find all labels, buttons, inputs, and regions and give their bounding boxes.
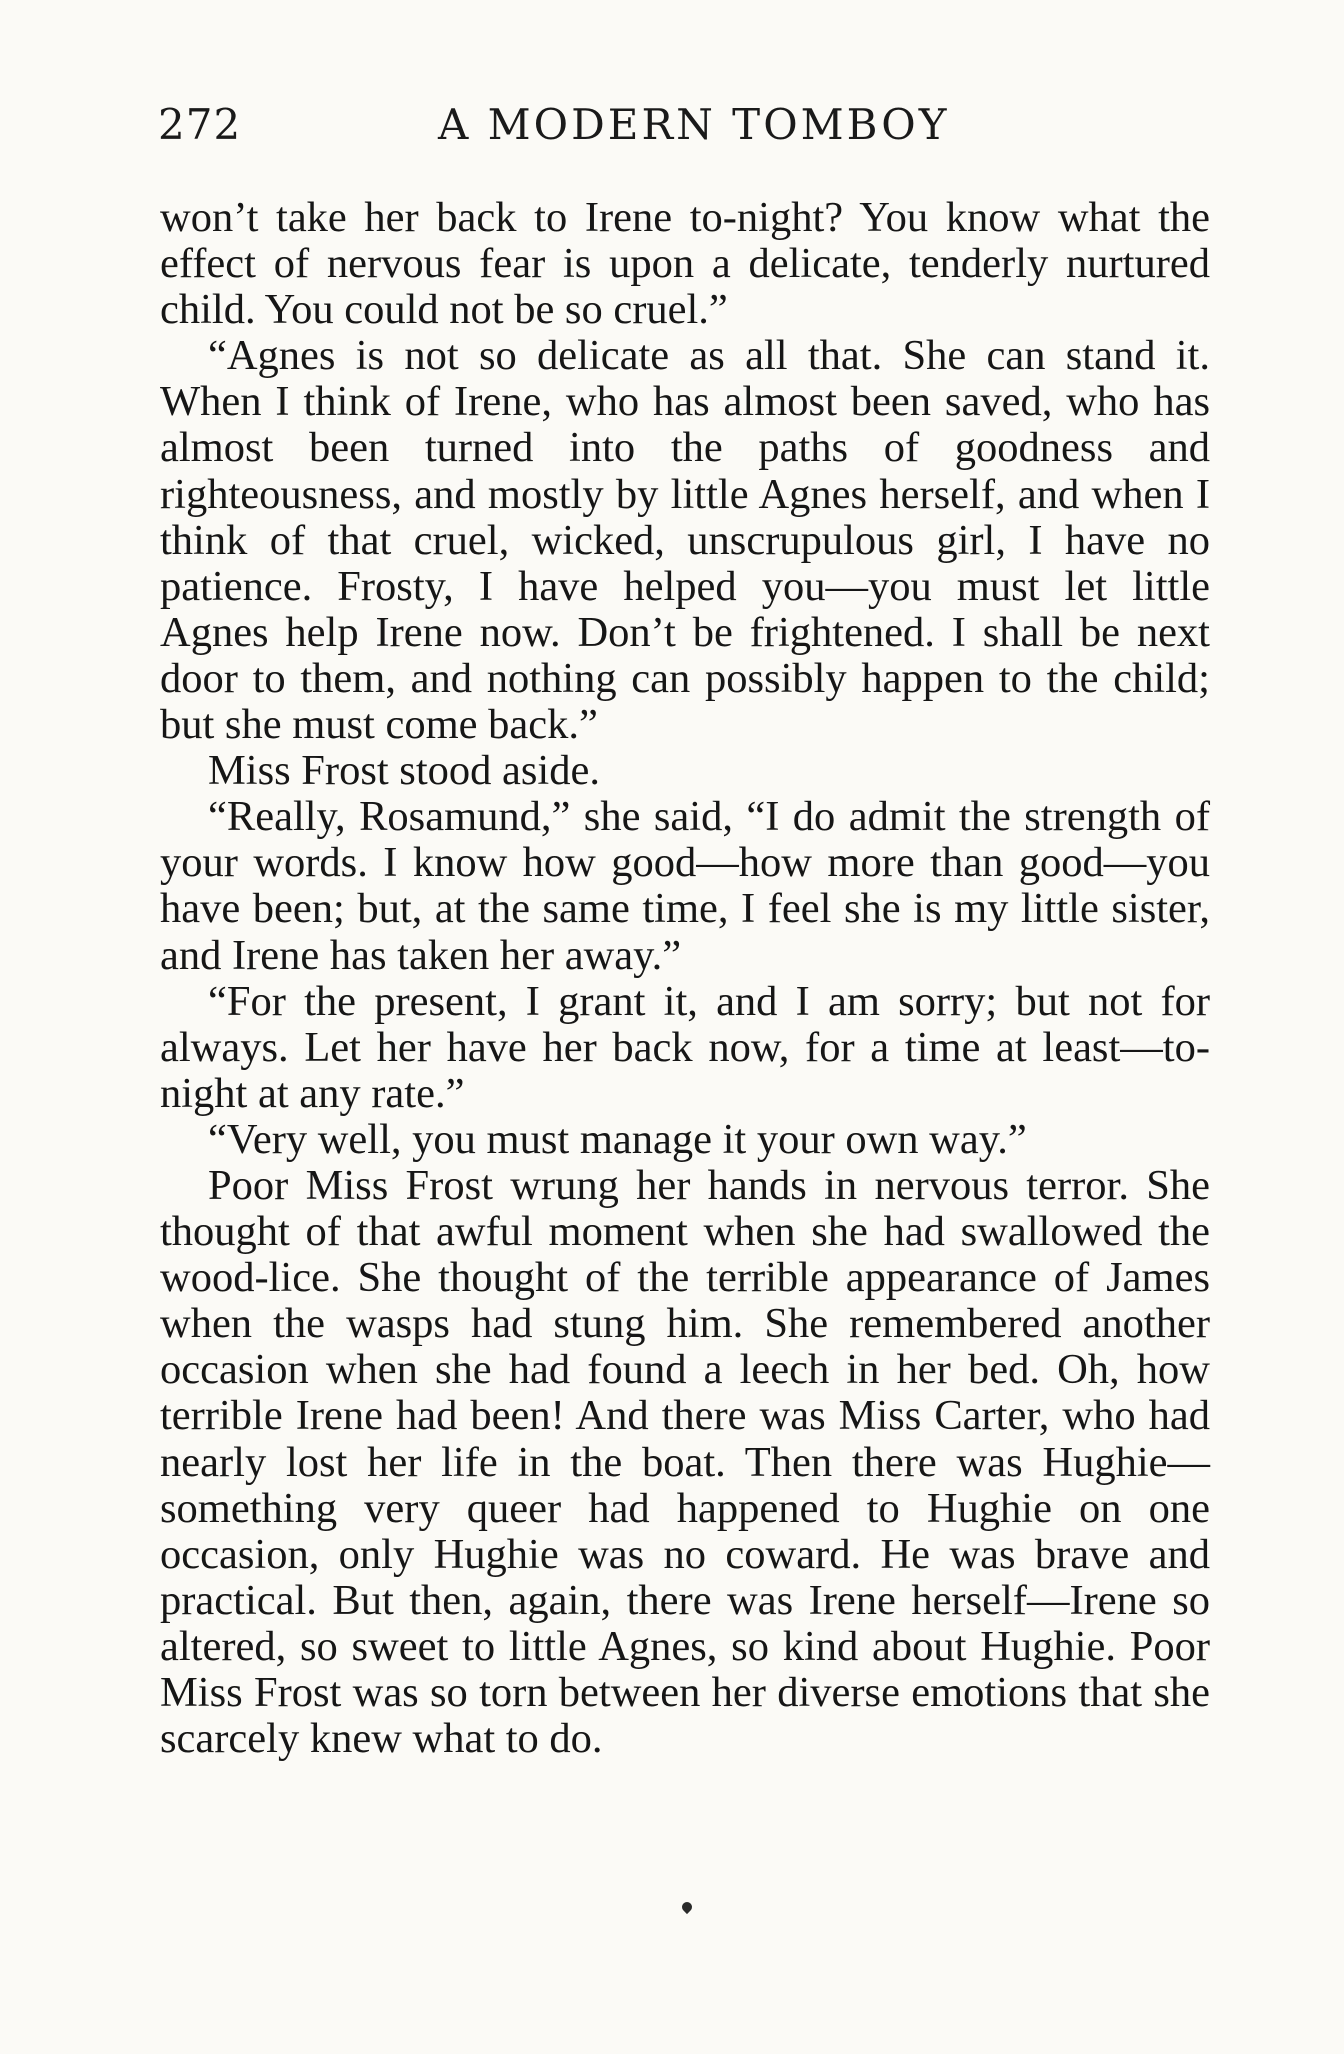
paragraph: Poor Miss Frost wrung her hands in nervous terror. She thought of that awful moment when she had swallowed the wood-lice. She thought of the terrible appearance of James when the wasps had stung him. She remembered another occasion when she had found a leech in her bed. Oh, how terrible Irene had been! And there was Miss Carter, who had nearly lost her life in the boat. Then there was Hughie—something very queer had happened to Hughie on one occasion, only Hughie was no coward. He was brave and practical. But then, again, there was Irene herself—Irene so altered, so sweet to little Agnes, so kind about Hughie. Poor Miss Frost was so torn between her diverse emotions that she scarcely knew what to do. [160,1161,1210,1763]
page-number: 272 [158,100,242,149]
running-title: A MODERN TOMBOY [438,100,950,149]
paragraph: “Really, Rosamund,” she said, “I do admit the strength of your words. I know how good—how more than good—you have been; but, at the same time, I feel she is my little sister, and Irene has taken her away.” [160,793,1210,979]
paragraph-continued: won’t take her back to Irene to-night? You know what the effect of nervous fear is upon a delicate, tenderly nurtured child. You could not be so cruel.” [160,194,1210,334]
running-head [158,100,1210,160]
paragraph: “Agnes is not so delicate as all that. She can stand it. When I think of Irene, who has almost been saved, who has almost been turned into the paths of goodness and righteousness, and mostly by little Agnes herself, and when I think of that cruel, wicked, unscrupulous girl, I have no patience. Frosty, I have helped you—you must let little Agnes help Irene now. Don’t be frightened. I shall be next door to them, and nothing can possibly happen to the child; but she must come back.” [160,332,1210,749]
body-text [160,195,1210,1762]
paragraph: “For the present, I grant it, and I am sorry; but not for always. Let her have her back now, for a time at least—to-night at any rate.” [160,977,1210,1117]
printer-ornament-icon [680,1900,694,1914]
paragraph: Miss Frost stood aside. [208,747,600,795]
paragraph: “Very well, you must manage it your own way.” [208,1115,1027,1163]
